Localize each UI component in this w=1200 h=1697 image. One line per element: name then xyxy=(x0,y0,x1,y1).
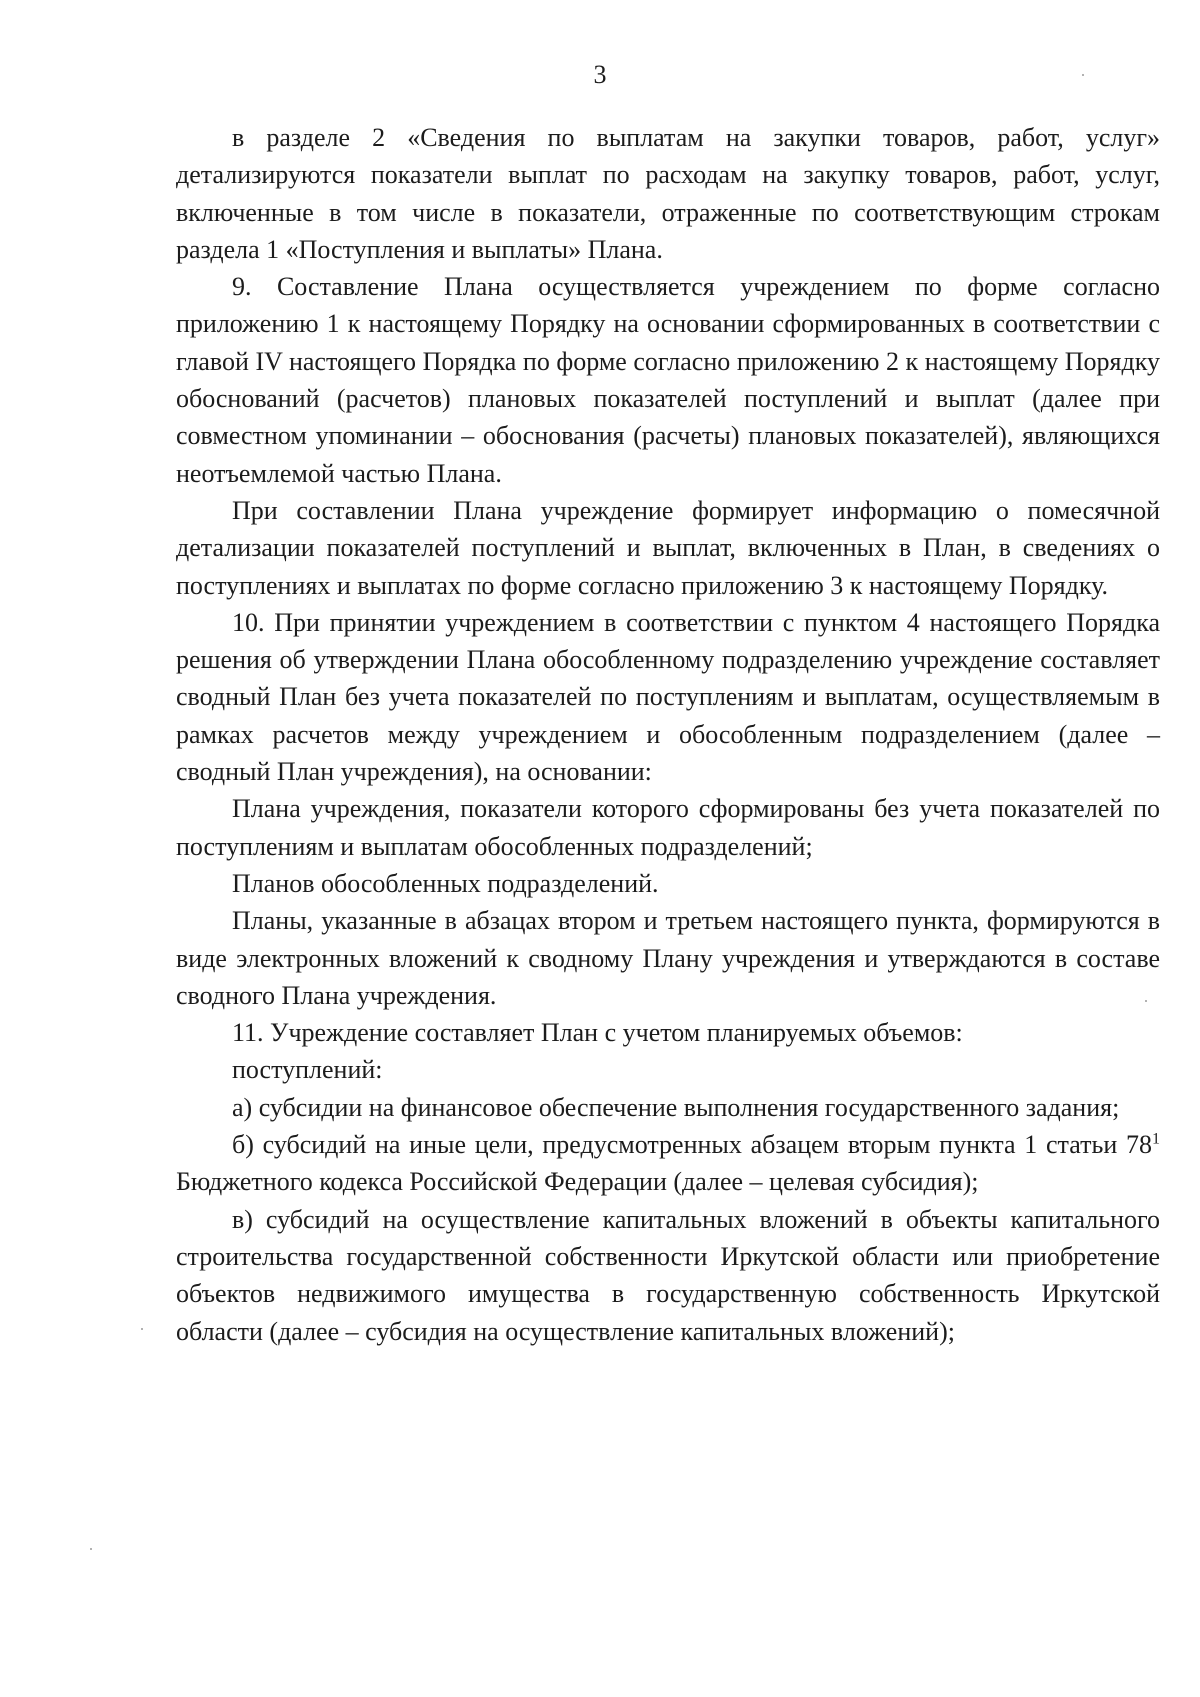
paragraph-institution-plan: Плана учреждения, показатели которого сформированы без учета показателей по поступлениям и выплатам обособленных подразделений; xyxy=(176,794,1160,861)
scan-speck xyxy=(141,1328,143,1330)
paragraph-monthly-details: При составлении Плана учреждение формирует информацию о помесячной детализации показателей поступлений и выплат, включенных в План, в сведениях о поступлениях и выплатах по форме согласно приложению 3 к настоящему Порядку. xyxy=(176,495,1160,600)
scan-speck xyxy=(90,1548,92,1550)
paragraph-item-10: 10. При принятии учреждением в соответствии с пунктом 4 настоящего Порядка решения об утверждении Плана обособленному подразделению учреждение составляет сводный План без учета показателей по поступлениям и выплатам, осуществляемым в рамках расчетов между учреждением и обособленным подразделением (далее – сводный План учреждения), на основании: xyxy=(176,607,1160,787)
paragraph-subitem-v: в) субсидий на осуществление капитальных вложений в объекты капитального строительства государственной собственности Иркутской области или приобретение объектов недвижимого имущества в государственную собственность Иркутской области (далее – субсидия на осуществление капитальных вложений); xyxy=(176,1204,1160,1346)
article-superscript: 1 xyxy=(1152,1130,1160,1148)
paragraph-subdivision-plans: Планов обособленных подразделений. xyxy=(232,868,659,898)
page-number: 3 xyxy=(593,60,607,89)
scan-speck xyxy=(1145,1000,1147,1002)
subitem-b-text-after: Бюджетного кодекса Российской Федерации (далее – целевая субсидия); xyxy=(176,1167,979,1197)
paragraph-receipts-heading: поступлений: xyxy=(232,1055,383,1085)
paragraph-plans-attachments: Планы, указанные в абзацах втором и третьем настоящего пункта, формируются в виде электронных вложений к сводному Плану учреждения и утверждаются в составе сводного Плана учреждения. xyxy=(176,906,1160,1010)
subitem-b-text-before: б) субсидий на иные цели, предусмотренных абзацем вторым пункта 1 статьи 78 xyxy=(232,1130,1152,1160)
scan-speck xyxy=(1082,74,1084,76)
paragraph-item-9: 9. Составление Плана осуществляется учреждением по форме согласно приложению 1 к настоящему Порядку на основании сформированных в соответствии с главой IV настоящего Порядка по форме согласно приложению 2 к настоящему Порядку обоснований (расчетов) плановых показателей поступлений и выплат (далее при совместном упоминании – обоснования (расчеты) плановых показателей), являющихся неотъемлемой частью Плана. xyxy=(176,272,1160,488)
paragraph-section2-details: в разделе 2 «Сведения по выплатам на закупки товаров, работ, услуг» детализируются показатели выплат по расходам на закупку товаров, работ, услуг, включенные в том числе в показатели, отраженные по соответствующим строкам раздела 1 «Поступления и выплаты» Плана. xyxy=(176,123,1160,264)
document-body xyxy=(176,119,1160,1350)
paragraph-item-11: 11. Учреждение составляет План с учетом планируемых объемов: xyxy=(232,1018,963,1048)
paragraph-subitem-a: а) субсидии на финансовое обеспечение выполнения государственного задания; xyxy=(232,1092,1120,1122)
paragraph-subitem-b xyxy=(176,1126,1160,1201)
